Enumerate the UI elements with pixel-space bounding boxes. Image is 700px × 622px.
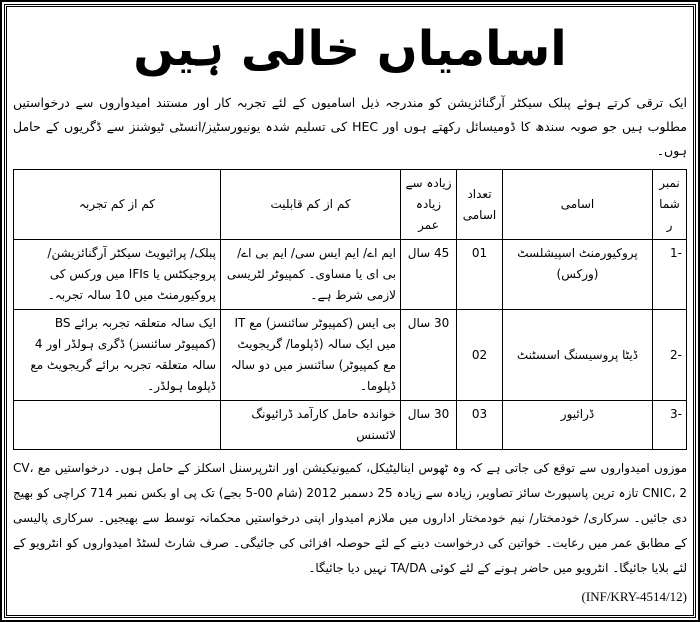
- ad-title: اسامیاں خالی ہیں: [133, 21, 567, 77]
- inner-border: [4, 4, 696, 618]
- row-age: 45 سال: [401, 240, 457, 310]
- row-age: 30 سال: [401, 310, 457, 401]
- row-post: ڈیٹا پروسیسنگ اسسٹنٹ: [503, 310, 653, 401]
- row-experience: ایک سالہ متعلقہ تجربہ برائے BS (کمپیوٹر سائنسز) ڈگری ہولڈر اور 4 سالہ متعلقہ تجربہ برائے گریجویٹ مع ڈپلوما ہولڈر۔: [14, 310, 221, 401]
- row-qualification: ایم اے/ ایم ایس سی/ ایم بی اے/ بی ای یا مساوی۔ کمپیوٹر لٹریسی لازمی شرط ہے۔: [221, 240, 401, 310]
- reference-number: (INF/KRY-4514/12): [581, 589, 687, 604]
- row-serial: -2: [653, 310, 687, 401]
- instructions-paragraph: موزوں امیدواروں سے توقع کی جاتی ہے کہ وہ ٹھوس اینالیٹیکل، کمیونیکیشن اور انٹرپرسنل اسکلز کے حامل ہوں۔ درخواستیں مع CV، CNIC، 2 تازہ ترین پاسپورٹ سائز تصاویر، زیادہ سے زیادہ 25 دسمبر 2012 (شام 00-5 بجے) تک پی او بکس نمبر 714 کراچی کو بھیج دی جائیں۔ سرکاری/ خودمختار/ نیم خودمختار اداروں میں ملازم امیدوار اپنی درخواستیں محکمانہ توسط سے بھیجیں۔ سرکاری پالیسی کے مطابق عمر میں رعایت۔ خواتین کی درخواست دینے کے لئے حوصلہ افزائی کی جائیگی۔ صرف شارٹ لسٹڈ امیدواروں کو انٹرویو کے لئے بلایا جائیگا۔ انٹرویو میں حاضر ہونے کے لئے کوئی TA/DA نہیں دیا جائیگا۔: [13, 461, 687, 575]
- header-post: اسامی: [503, 170, 653, 240]
- row-count: 02: [457, 310, 503, 401]
- table-row: [14, 401, 687, 450]
- header-age: زیادہ سے زیادہ عمر: [401, 170, 457, 240]
- row-experience: پبلک/ پرائیویٹ سیکٹر آرگنائزیشن/ پروجیکٹس یا IFIs میں ورکس کی پروکیورمنٹ میں 10 سالہ تجربہ۔: [14, 240, 221, 310]
- intro-paragraph: ایک ترقی کرتے ہوئے پبلک سیکٹر آرگنائزیشن کو مندرجہ ذیل اسامیوں کے لئے تجربہ کار اور مستند امیدواروں سے درخواستیں مطلوب ہیں جو صوبہ سندھ کا ڈومیسائل رکھتے ہوں اور HEC کی تسلیم شدہ یونیورسٹیز/انسٹی ٹیوشنز سے ڈگریوں کے حامل ہوں۔: [13, 95, 687, 158]
- header-qualification: کم از کم قابلیت: [221, 170, 401, 240]
- table-row: [14, 240, 687, 310]
- row-qualification: خواندہ حامل کارآمد ڈرائیونگ لائسنس: [221, 401, 401, 450]
- table-row: [14, 310, 687, 401]
- row-qualification: بی ایس (کمپیوٹر سائنسز) مع IT میں ایک سالہ (ڈپلوما/ گریجویٹ مع کمپیوٹر) سائنسز میں دو سالہ ڈپلوما۔: [221, 310, 401, 401]
- row-count: 03: [457, 401, 503, 450]
- row-serial: -1: [653, 240, 687, 310]
- header-count: تعداد اسامی: [457, 170, 503, 240]
- row-serial: -3: [653, 401, 687, 450]
- row-experience: [14, 401, 221, 450]
- row-post: پروکیورمنٹ اسپیشلسٹ (ورکس): [503, 240, 653, 310]
- row-age: 30 سال: [401, 401, 457, 450]
- header-experience: کم از کم تجربہ: [14, 170, 221, 240]
- row-post: ڈرائیور: [503, 401, 653, 450]
- header-serial: نمبر شمار: [653, 170, 687, 240]
- vacancies-table: [13, 169, 687, 450]
- table-header: [14, 170, 687, 240]
- row-count: 01: [457, 240, 503, 310]
